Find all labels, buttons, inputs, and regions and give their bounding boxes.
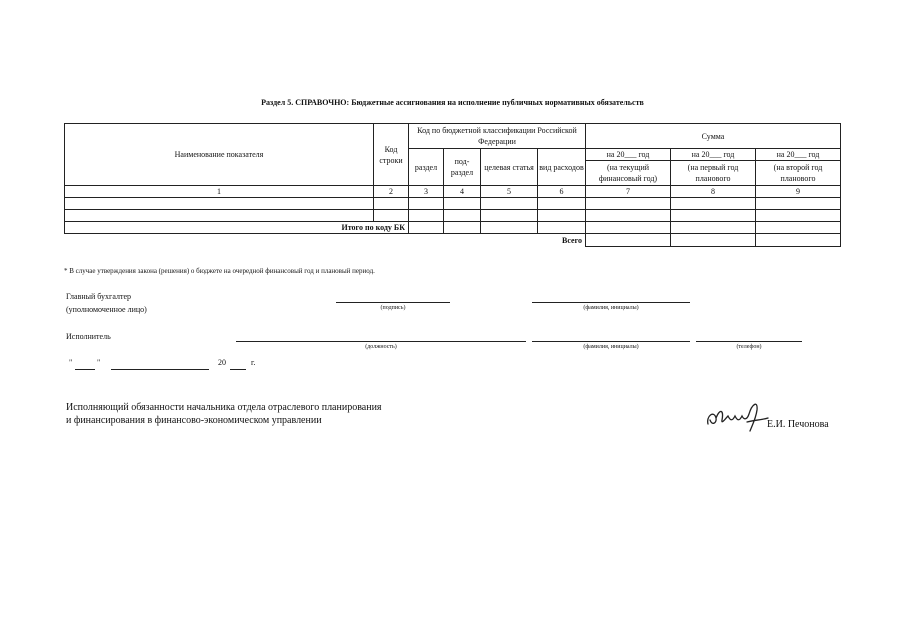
column-number: 7: [586, 186, 671, 198]
date-year-line: [230, 369, 246, 370]
header-year1: на 20___ год: [586, 149, 671, 161]
chief-name-line: [532, 302, 690, 303]
section-title: Раздел 5. СПРАВОЧНО: Бюджетные ассигнования на исполнение публичных нормативных обязательств: [261, 98, 644, 107]
authorized-person-label: (уполномоченное лицо): [66, 305, 147, 314]
header-razdel: раздел: [409, 149, 444, 186]
official-position-line1: Исполняющий обязанности начальника отдела отраслевого планирования: [66, 402, 382, 413]
itogo-label: Итого по коду БК: [65, 222, 409, 234]
header-year3: на 20___ год: [756, 149, 841, 161]
chief-signature-line: [336, 302, 450, 303]
obligations-table: [64, 123, 841, 247]
column-number: 9: [756, 186, 841, 198]
official-position-line2: и финансирования в финансово-экономическом управлении: [66, 415, 322, 426]
column-number: 6: [538, 186, 586, 198]
itogo-row: [65, 222, 841, 234]
executor-name-caption: (фамилия, инициалы): [583, 344, 639, 350]
header-code: Код строки: [374, 124, 409, 186]
header-podrazdel: под-раздел: [444, 149, 481, 186]
chief-name-caption: (фамилия, инициалы): [583, 305, 639, 311]
vsego-row: [65, 234, 841, 247]
executor-name-line: [532, 341, 690, 342]
chief-accountant-label: Главный бухгалтер: [66, 292, 131, 301]
vsego-label: Всего: [562, 235, 582, 245]
table-row: [65, 210, 841, 222]
table-row: [65, 198, 841, 210]
header-bk: Код по бюджетной классификации Российской Федерации: [409, 124, 586, 149]
column-number: 1: [65, 186, 374, 198]
signer-name: Е.И. Печонова: [767, 419, 829, 430]
date-quote-open: ": [69, 358, 73, 367]
footnote: * В случае утверждения закона (решения) о бюджете на очередной финансовый год и плановый период.: [64, 267, 375, 275]
header-year1-note: (на текущий финансовый год): [586, 161, 671, 186]
executor-phone-line: [696, 341, 802, 342]
header-name: Наименование показателя: [65, 124, 374, 186]
executor-position-line: [236, 341, 526, 342]
executor-position-caption: (должность): [365, 344, 397, 350]
column-number: 2: [374, 186, 409, 198]
header-year2: на 20___ год: [671, 149, 756, 161]
date-quote-close: ": [97, 358, 101, 367]
date-month-line: [111, 369, 209, 370]
column-number: 4: [444, 186, 481, 198]
column-numbers-row: [65, 186, 841, 198]
executor-phone-caption: (телефон): [736, 344, 762, 350]
header-celevaya: целевая статья: [481, 149, 538, 186]
date-year-suffix: г.: [251, 358, 256, 367]
header-year2-note: (на первый год планового: [671, 161, 756, 186]
column-number: 8: [671, 186, 756, 198]
chief-signature-caption: (подпись): [380, 305, 406, 311]
header-vid: вид расходов: [538, 149, 586, 186]
date-year-prefix: 20: [218, 358, 226, 367]
column-number: 5: [481, 186, 538, 198]
column-number: 3: [409, 186, 444, 198]
date-day-line: [75, 369, 95, 370]
executor-label: Исполнитель: [66, 332, 111, 341]
header-sum: Сумма: [586, 124, 841, 149]
handwritten-signature: [702, 398, 770, 432]
header-year3-note: (на второй год планового: [756, 161, 841, 186]
